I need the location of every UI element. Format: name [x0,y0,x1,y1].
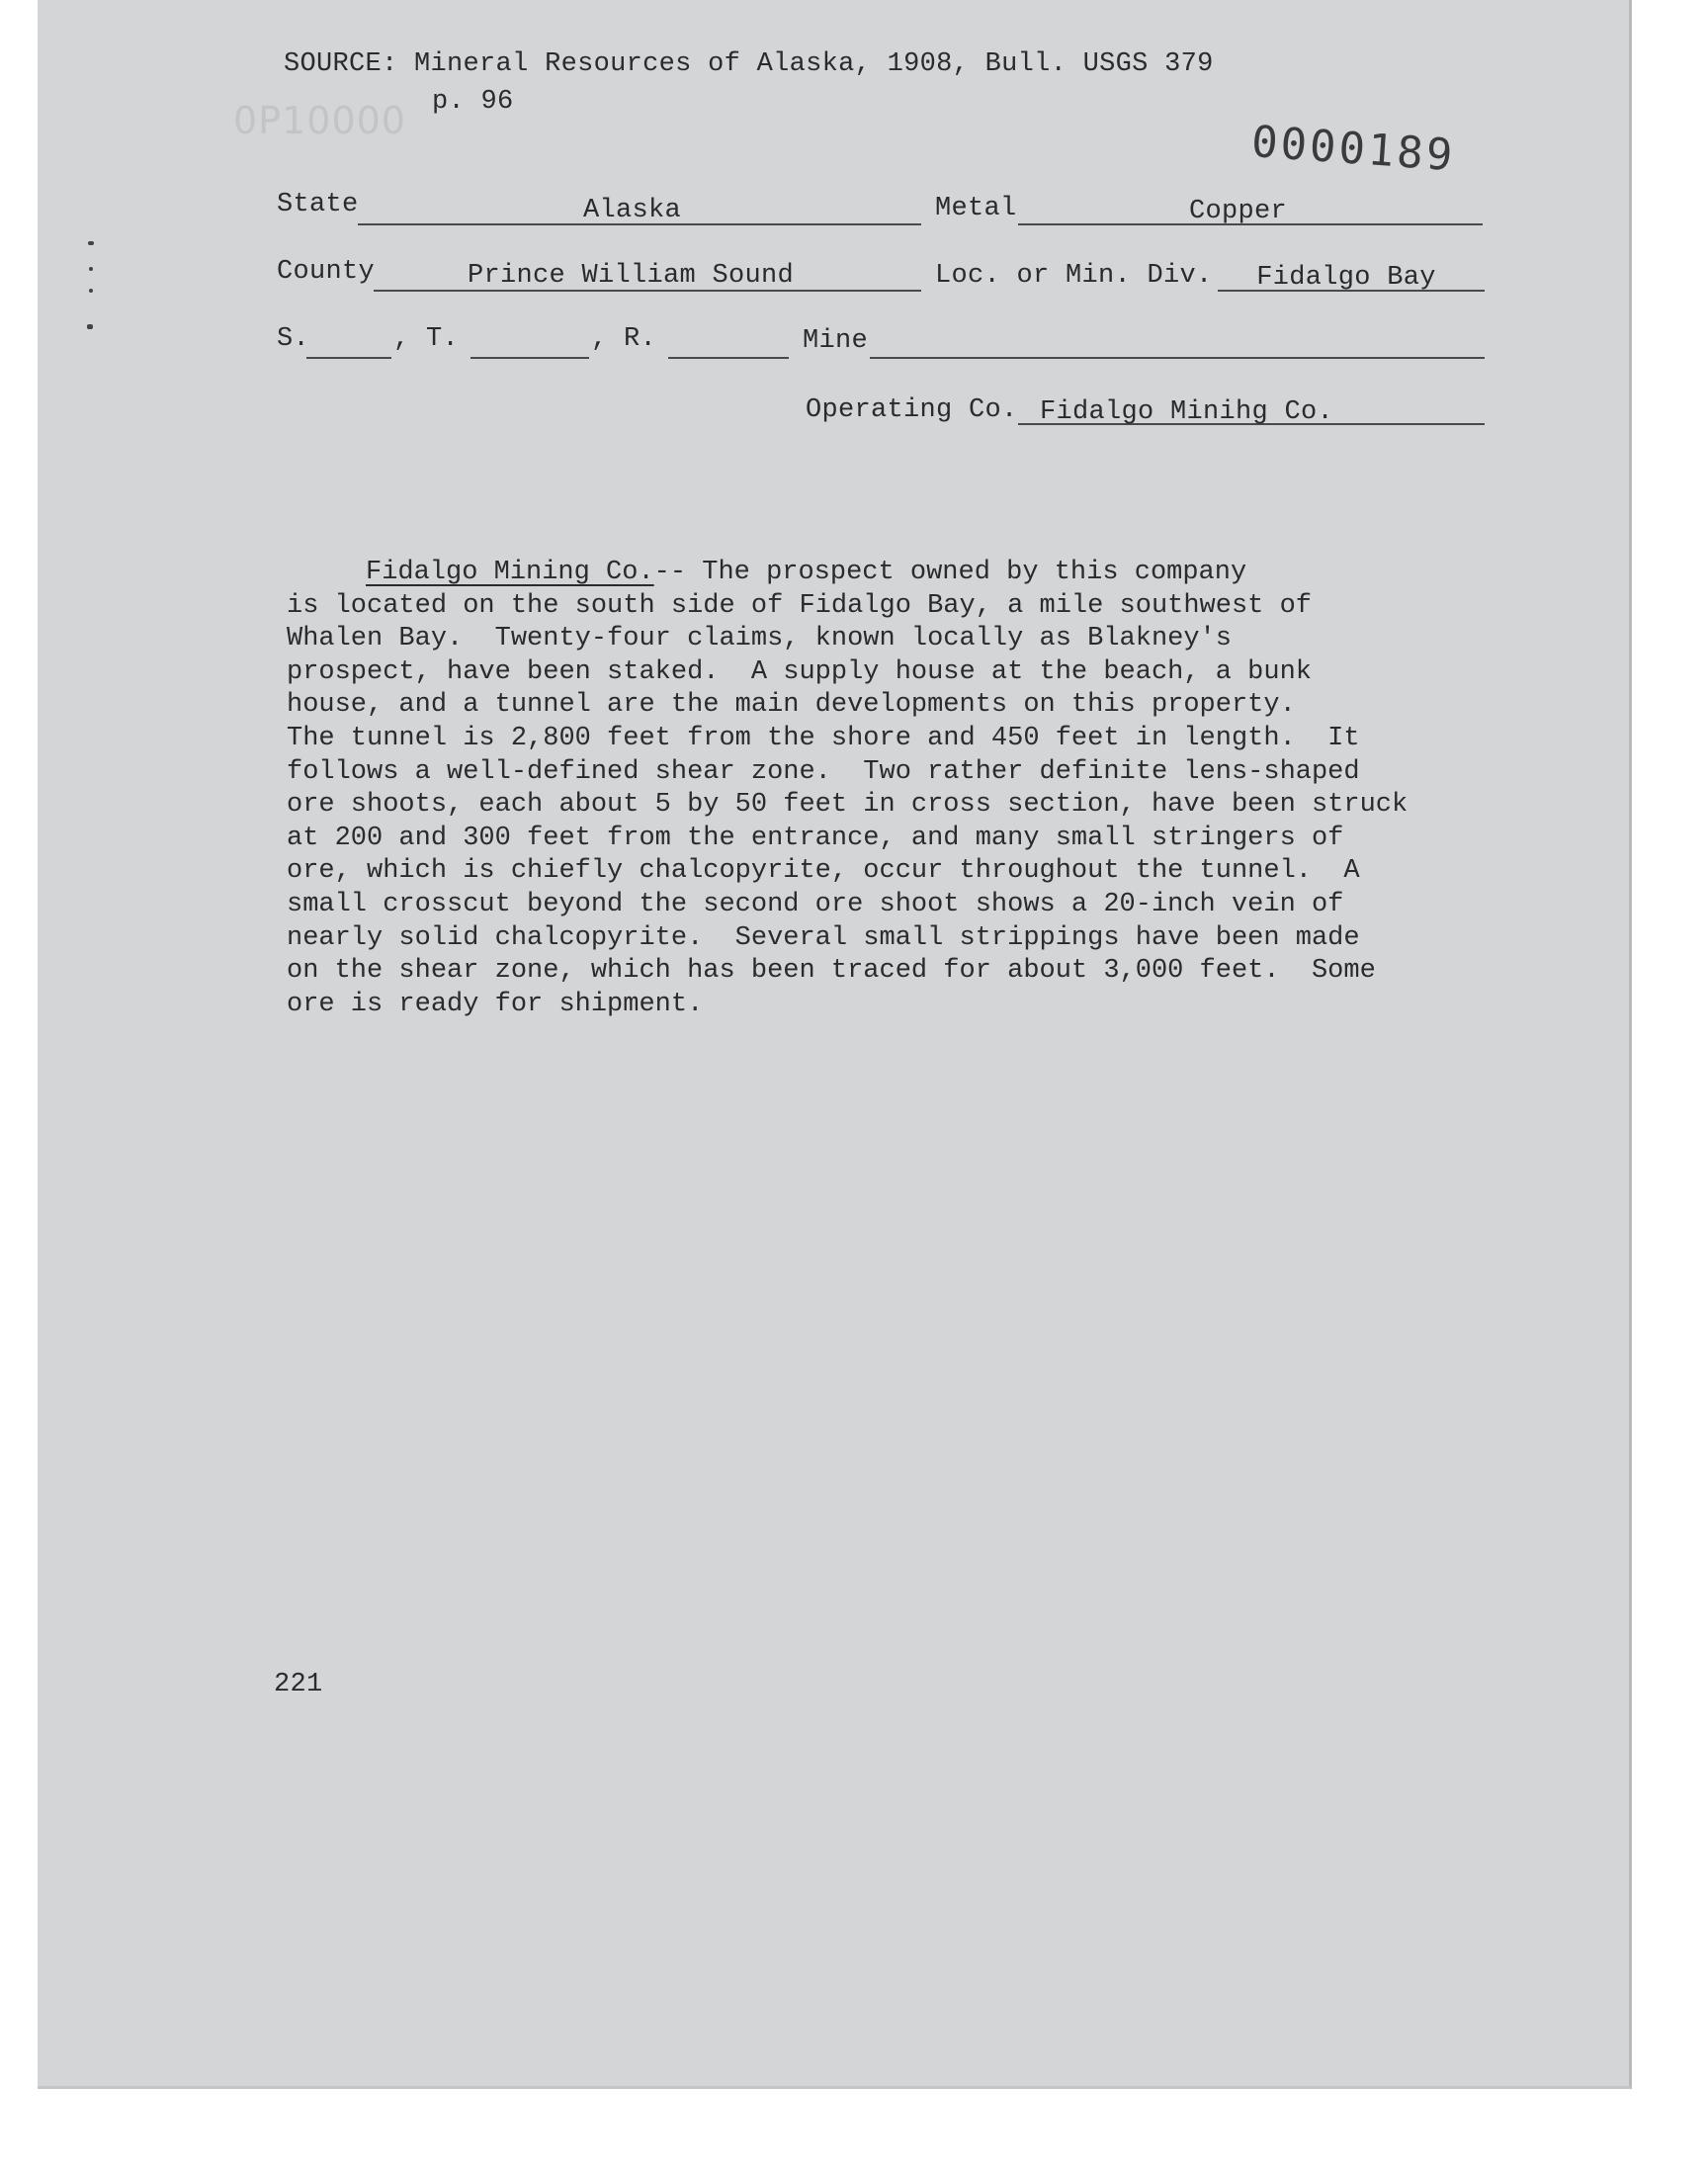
page-number: 221 [274,1670,323,1699]
company-heading: Fidalgo Mining Co. [366,558,654,587]
section-label: S. [277,324,310,354]
range-label: , R. [591,324,657,354]
paragraph-line: nearly solid chalcopyrite. Several small strippings have been made [287,922,1360,953]
state-value: Alaska [582,196,682,225]
paragraph-line: follows a well-defined shear zone. Two rather definite lens-shaped [287,756,1360,787]
source-line [284,49,1214,79]
range-underline [668,357,789,359]
document-sheet [38,0,1632,2089]
paragraph-line: The tunnel is 2,800 feet from the shore and 450 feet in length. It [287,723,1360,753]
paragraph-line: ore shoots, each about 5 by 50 feet in cross section, have been struck [287,790,1409,821]
paragraph-line: on the shear zone, which has been traced for about 3,000 feet. Some [287,956,1376,987]
margin-speck [89,289,93,293]
description-paragraph [287,557,1473,1021]
paragraph-line: ore is ready for shipment. [287,989,704,1019]
faint-document-number: 0P10000 [233,99,406,142]
margin-speck [87,324,93,329]
township-label: , T. [393,324,460,354]
county-label: County [277,257,376,287]
margin-speck [89,267,93,271]
document-stamp-number: 0000189 [1249,117,1457,182]
source-page: p. 96 [432,87,514,117]
paragraph-line: prospect, have been staked. A supply house at the beach, a bunk [287,656,1312,687]
paragraph-line: Whalen Bay. Twenty-four claims, known locally as Blakney's [287,624,1232,654]
township-underline [470,357,589,359]
paragraph-line: is located on the south side of Fidalgo Bay, a mile southwest of [287,590,1312,621]
operating-co-label: Operating Co. [806,395,1018,425]
margin-speck [88,241,94,245]
source-text: Mineral Resources of Alaska, 1908, Bull. USGS 379 [414,49,1214,79]
operating-co-value: Fidalgo Minihg Co. [1040,397,1334,427]
paragraph-line: ore, which is chiefly chalcopyrite, occur throughout the tunnel. A [287,856,1360,887]
paragraph-line: at 200 and 300 feet from the entrance, and many small stringers of [287,823,1344,853]
source-label: SOURCE: [284,49,398,79]
paragraph-line-text: -- The prospect owned by this company [653,558,1247,587]
metal-value: Copper [1188,197,1288,226]
state-label: State [277,190,359,219]
mine-underline [870,357,1485,359]
loc-div-label: Loc. or Min. Div. [935,261,1213,291]
county-value: Prince William Sound [467,261,795,291]
paragraph-line: small crosscut beyond the second ore shoot shows a 20-inch vein of [287,889,1344,919]
section-underline [306,357,391,359]
paragraph-line: house, and a tunnel are the main developments on this property. [287,690,1296,721]
metal-label: Metal [935,194,1017,223]
loc-div-value: Fidalgo Bay [1256,263,1436,293]
paragraph-line [287,557,1473,590]
mine-label: Mine [803,326,869,356]
